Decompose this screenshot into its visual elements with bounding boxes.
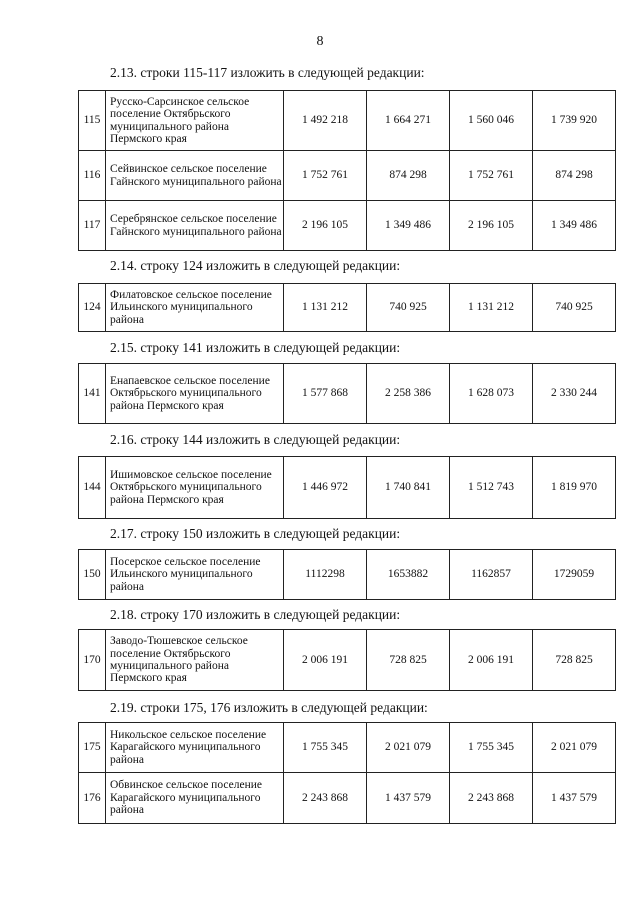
value-cell: 728 825 bbox=[367, 630, 450, 691]
settlement-name: Сейвинское сельское поселение Гайнского муниципального района bbox=[106, 151, 284, 201]
row-number: 170 bbox=[79, 630, 106, 691]
value-cell: 1729059 bbox=[533, 550, 616, 600]
value-cell: 1 664 271 bbox=[367, 91, 450, 151]
settlement-name: Посерское сельское поселение Ильинского муниципального района bbox=[106, 550, 284, 600]
section-heading-2-17: 2.17. строку 150 изложить в следующей редакции: bbox=[110, 526, 401, 541]
table-row bbox=[79, 284, 616, 332]
settlement-name: Филатовское сельское поселение Ильинского муниципального района bbox=[106, 284, 284, 332]
settlement-name: Заводо-Тюшевское сельское поселение Октябрьского муниципального района Пермского края bbox=[106, 630, 284, 691]
value-cell: 2 006 191 bbox=[450, 630, 533, 691]
table-row-124 bbox=[78, 283, 616, 332]
settlement-name: Русско-Сарсинское сельское поселение Октябрьского муниципального района Пермского края bbox=[106, 91, 284, 151]
row-number: 116 bbox=[79, 151, 106, 201]
table-row-150 bbox=[78, 549, 616, 600]
table-row-144 bbox=[78, 456, 616, 519]
value-cell: 1 819 970 bbox=[533, 457, 616, 519]
table-row bbox=[79, 723, 616, 773]
value-cell: 2 006 191 bbox=[284, 630, 367, 691]
value-cell: 1 752 761 bbox=[450, 151, 533, 201]
value-cell: 728 825 bbox=[533, 630, 616, 691]
settlement-name: Обвинское сельское поселение Карагайского муниципального района bbox=[106, 773, 284, 824]
row-number: 176 bbox=[79, 773, 106, 824]
table-row bbox=[79, 457, 616, 519]
value-cell: 1 446 972 bbox=[284, 457, 367, 519]
value-cell: 1 560 046 bbox=[450, 91, 533, 151]
value-cell: 1 349 486 bbox=[533, 201, 616, 251]
settlement-name: Никольское сельское поселение Карагайского муниципального района bbox=[106, 723, 284, 773]
value-cell: 2 021 079 bbox=[533, 723, 616, 773]
section-heading-2-13: 2.13. строки 115-117 изложить в следующей редакции: bbox=[110, 65, 425, 80]
table-rows-175-176 bbox=[78, 722, 616, 824]
value-cell: 1 349 486 bbox=[367, 201, 450, 251]
table-rows-115-117 bbox=[78, 90, 616, 251]
value-cell: 1 512 743 bbox=[450, 457, 533, 519]
value-cell: 1653882 bbox=[367, 550, 450, 600]
table-row bbox=[79, 364, 616, 424]
row-number: 150 bbox=[79, 550, 106, 600]
value-cell: 1 752 761 bbox=[284, 151, 367, 201]
row-number: 117 bbox=[79, 201, 106, 251]
value-cell: 1 739 920 bbox=[533, 91, 616, 151]
settlement-name: Енапаевское сельское поселение Октябрьского муниципального района Пермского края bbox=[106, 364, 284, 424]
value-cell: 2 330 244 bbox=[533, 364, 616, 424]
section-heading-2-19: 2.19. строки 175, 176 изложить в следующей редакции: bbox=[110, 700, 428, 715]
row-number: 124 bbox=[79, 284, 106, 332]
table-row bbox=[79, 151, 616, 201]
settlement-name: Серебрянское сельское поселение Гайнского муниципального района bbox=[106, 201, 284, 251]
value-cell: 1 755 345 bbox=[450, 723, 533, 773]
value-cell: 1112298 bbox=[284, 550, 367, 600]
table-row bbox=[79, 630, 616, 691]
value-cell: 2 196 105 bbox=[450, 201, 533, 251]
settlement-name: Ишимовское сельское поселение Октябрьского муниципального района Пермского края bbox=[106, 457, 284, 519]
value-cell: 2 196 105 bbox=[284, 201, 367, 251]
row-number: 175 bbox=[79, 723, 106, 773]
value-cell: 740 925 bbox=[367, 284, 450, 332]
value-cell: 1 131 212 bbox=[450, 284, 533, 332]
value-cell: 1 492 218 bbox=[284, 91, 367, 151]
table-row-170 bbox=[78, 629, 616, 691]
value-cell: 740 925 bbox=[533, 284, 616, 332]
table-row bbox=[79, 91, 616, 151]
row-number: 115 bbox=[79, 91, 106, 151]
row-number: 141 bbox=[79, 364, 106, 424]
value-cell: 1 755 345 bbox=[284, 723, 367, 773]
value-cell: 1 437 579 bbox=[367, 773, 450, 824]
page-number: 8 bbox=[316, 34, 324, 49]
table-row bbox=[79, 550, 616, 600]
table-row bbox=[79, 201, 616, 251]
section-heading-2-16: 2.16. строку 144 изложить в следующей редакции: bbox=[110, 432, 401, 447]
section-heading-2-15: 2.15. строку 141 изложить в следующей редакции: bbox=[110, 340, 401, 355]
value-cell: 1162857 bbox=[450, 550, 533, 600]
row-number: 144 bbox=[79, 457, 106, 519]
value-cell: 2 021 079 bbox=[367, 723, 450, 773]
value-cell: 1 131 212 bbox=[284, 284, 367, 332]
value-cell: 1 437 579 bbox=[533, 773, 616, 824]
value-cell: 2 243 868 bbox=[284, 773, 367, 824]
table-row bbox=[79, 773, 616, 824]
value-cell: 1 577 868 bbox=[284, 364, 367, 424]
table-row-141 bbox=[78, 363, 616, 424]
value-cell: 874 298 bbox=[533, 151, 616, 201]
section-heading-2-14: 2.14. строку 124 изложить в следующей редакции: bbox=[110, 258, 401, 273]
section-heading-2-18: 2.18. строку 170 изложить в следующей редакции: bbox=[110, 607, 401, 622]
value-cell: 2 243 868 bbox=[450, 773, 533, 824]
value-cell: 874 298 bbox=[367, 151, 450, 201]
value-cell: 1 740 841 bbox=[367, 457, 450, 519]
value-cell: 1 628 073 bbox=[450, 364, 533, 424]
value-cell: 2 258 386 bbox=[367, 364, 450, 424]
